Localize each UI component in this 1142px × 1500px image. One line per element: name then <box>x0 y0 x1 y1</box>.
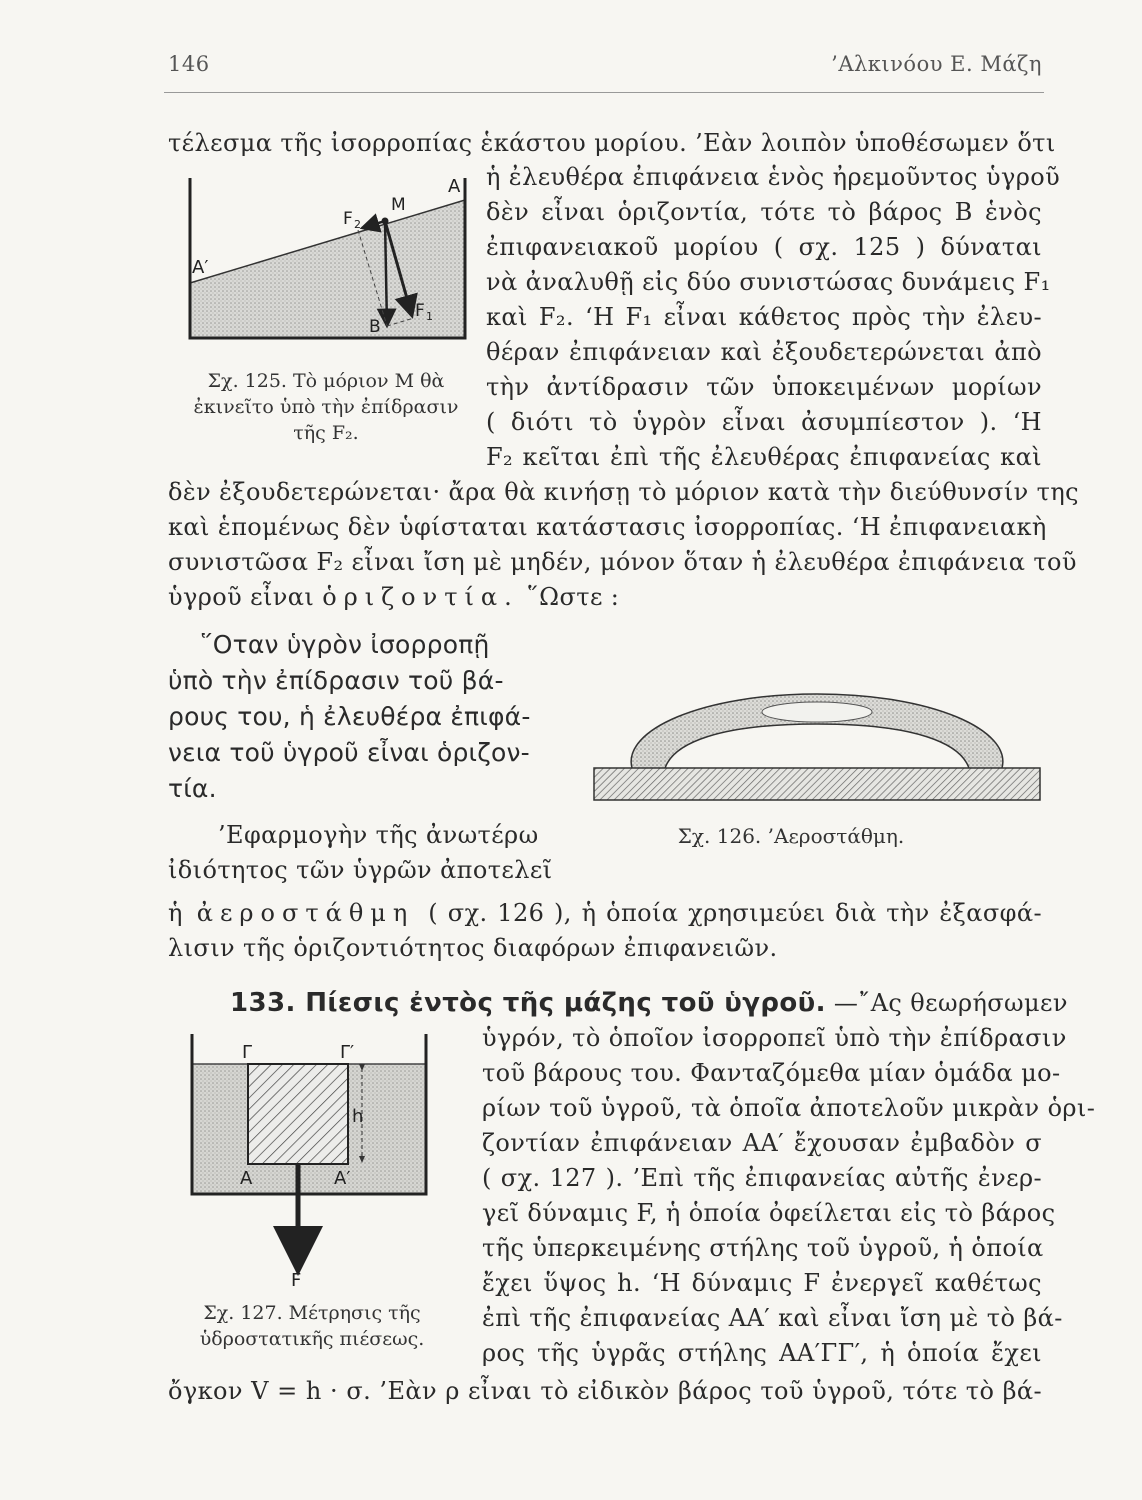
caption-line: ἐκινεῖτο ὑπὸ τὴν ἐπίδρασιν <box>193 396 459 418</box>
label-F1-sub: 1 <box>426 310 433 323</box>
text-span: ῞Ωστε : <box>526 583 620 611</box>
text-line: τὴν ἀντίδρασιν τῶν ὑποκειμένων μορίων <box>486 373 1042 401</box>
rule-line: νεια τοῦ ὑγροῦ εἶναι ὁριζον- <box>168 738 530 767</box>
label-B: B <box>369 317 381 337</box>
label-A-prime: A′ <box>192 257 209 278</box>
text-line: λισιν τῆς ὁριζοντιότητος διαφόρων ἐπιφανειῶν. <box>168 934 778 962</box>
label-A: A <box>448 176 461 197</box>
text-span: ὑγροῦ εἶναι <box>168 583 315 611</box>
text-line: ( διότι τὸ ὑγρὸν εἶναι ἀσυμπίεστον ). ‘Η <box>486 408 1042 436</box>
caption-fig126: Σχ. 126. ’Αεροστάθμη. <box>677 824 905 848</box>
text-line: ὄγκον V = h · σ. ’Εὰν ρ εἶναι τὸ εἰδικὸν βάρος τοῦ ὑγροῦ, τότε τὸ βά- <box>168 1377 1042 1405</box>
text-line: τοῦ βάρους του. Φανταζόμεθα μίαν ὁμάδα μο- <box>482 1059 1061 1087</box>
text-line: ζοντίαν ἐπιφάνειαν ΑΑ′ ἔχουσαν ἐμβαδὸν σ <box>482 1129 1042 1157</box>
label-A: A <box>240 1168 253 1189</box>
caption-line: Σχ. 125. Τὸ μόριον Μ θὰ <box>207 370 445 392</box>
caption-line: Σχ. 127. Μέτρησις τῆς <box>203 1302 421 1324</box>
caption-line: ὑδροστατικῆς πιέσεως. <box>199 1328 425 1350</box>
rule-line: ῞Οταν ὑγρὸν ἰσορροπῇ <box>200 630 490 659</box>
label-G-prime: Γ′ <box>340 1042 355 1063</box>
text-span: —῎Ας θεωρήσωμεν <box>833 989 1068 1017</box>
section-heading-line <box>230 986 1068 1020</box>
text-line: θέραν ἐπιφάνειαν καὶ ἐξουδετερώνεται ἀπὸ <box>486 338 1042 366</box>
figure-125 <box>186 178 476 348</box>
text-line: F₂ κεῖται ἐπὶ τῆς ἐλευθέρας ἐπιφανείας καὶ <box>486 443 1042 471</box>
text-line: συνιστῶσα F₂ εἶναι ἴση μὲ μηδέν, μόνον ὅταν ἡ ἐλευθέρα ἐπιφάνεια τοῦ <box>168 548 1077 576</box>
text-line: τέλεσμα τῆς ἰσορροπίας ἑκάστου μορίου. ’Εὰν λοιπὸν ὑποθέσωμεν ὅτι <box>168 129 1056 157</box>
air-bubble <box>762 702 872 722</box>
label-F2-sub: 2 <box>354 218 361 231</box>
text-line: καὶ ἑπομένως δὲν ὑφίσταται κατάστασις ἰσορροπίας. ‘Η ἐπιφανειακὴ <box>168 513 1047 541</box>
text-line: ἔχει ὕψος h. ‘Η δύναμις F ἐνεργεῖ καθέτως <box>482 1269 1042 1297</box>
text-line: ἐπιφανειακοῦ μορίου ( σχ. 125 ) δύναται <box>486 233 1042 261</box>
section-heading: 133. Πίεσις ἐντὸς τῆς μάζης τοῦ ὑγροῦ. <box>230 988 826 1018</box>
label-A-prime: A′ <box>334 1168 351 1189</box>
text-line: ὑγρόν, τὸ ὁποῖον ἰσορροπεῖ ὑπὸ τὴν ἐπίδρασιν <box>482 1024 1067 1052</box>
text-line: ρίων τοῦ ὑγροῦ, τὰ ὁποῖα ἀποτελοῦν μικρὰν ὁρι- <box>482 1094 1096 1122</box>
emphasis-horizontal: ὁριζοντία. <box>322 583 519 611</box>
label-G: Γ <box>242 1042 253 1063</box>
label-F2: F <box>343 209 353 229</box>
rule-line: τία. <box>168 774 217 803</box>
emphasis-air-level: ἀεροστάθμη <box>196 899 415 927</box>
label-h: h <box>352 1106 364 1127</box>
rule-line: ρους του, ἡ ἐλευθέρα ἐπιφά- <box>168 702 531 731</box>
text-line: ἐπὶ τῆς ἐπιφανείας ΑΑ′ καὶ εἶναι ἴση μὲ τὸ βά- <box>482 1304 1063 1332</box>
text-line: τῆς ὑπερκειμένης στήλης τοῦ ὑγροῦ, ἡ ὁποία <box>482 1234 1044 1262</box>
liquid-column <box>248 1064 348 1164</box>
label-F1: F <box>415 301 425 321</box>
header-rule <box>164 92 1044 93</box>
level-base <box>594 768 1040 800</box>
text-line: δὲν εἶναι ὁριζοντία, τότε τὸ βάρος Β ἑνὸς <box>486 198 1042 226</box>
text-line: ’Εφαρμογὴν τῆς ἀνωτέρω <box>218 821 539 849</box>
caption-fig125 <box>166 368 486 446</box>
caption-fig127 <box>166 1300 458 1352</box>
text-span: ( σχ. 126 ), ἡ ὁποία χρησιμεύει διὰ τὴν ἐξασφά- <box>428 899 1042 927</box>
text-line: ἰδιότητος τῶν ὑγρῶν ἀποτελεῖ <box>168 856 553 884</box>
caption-line: τῆς F₂. <box>293 422 359 444</box>
text-line: νὰ ἀναλυθῇ εἰς δύο συνιστώσας δυνάμεις F₁ <box>486 268 1051 296</box>
text-line-emphasis <box>168 580 619 614</box>
text-line-emphasis <box>168 896 1042 930</box>
page-number: 146 <box>168 52 210 76</box>
running-header-author: ’Αλκινόου Ε. Μάζη <box>831 52 1042 76</box>
figure-127 <box>188 1034 433 1294</box>
text-line: καὶ F₂. ‘Η F₁ εἶναι κάθετος πρὸς τὴν ἐλευ- <box>486 303 1042 331</box>
label-F: F <box>291 1270 302 1291</box>
text-line: ( σχ. 127 ). ’Επὶ τῆς ἐπιφανείας αὐτῆς ἐνερ- <box>482 1164 1042 1192</box>
text-span: ἡ <box>168 899 183 927</box>
text-line: γεῖ δύναμις F, ἡ ὁποία ὀφείλεται εἰς τὸ βάρος <box>482 1199 1056 1227</box>
molecule-m <box>382 218 389 225</box>
text-line: ἡ ἐλευθέρα ἐπιφάνεια ἑνὸς ἠρεμοῦντος ὑγροῦ <box>486 163 1061 191</box>
figure-126-level <box>592 680 1042 812</box>
text-line: ρος τῆς ὑγρᾶς στήλης ΑΑ′ΓΓ′, ἡ ὁποία ἔχει <box>482 1339 1042 1367</box>
rule-line: ὑπὸ τὴν ἐπίδρασιν τοῦ βά- <box>168 666 504 695</box>
label-M: M <box>391 195 406 215</box>
text-line: δὲν ἐξουδετερώνεται· ἄρα θὰ κινήσῃ τὸ μόριον κατὰ τὴν διεύθυνσίν της <box>168 478 1079 506</box>
